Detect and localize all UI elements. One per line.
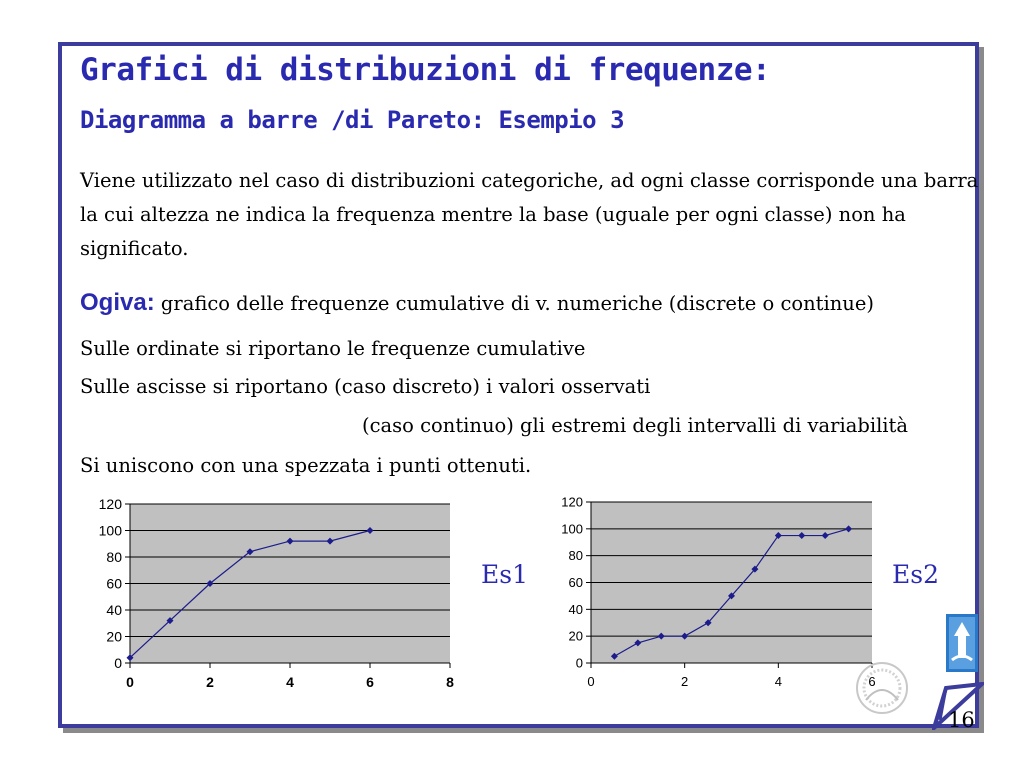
y-tick-label: 60 [568, 575, 583, 591]
x-tick-label: 4 [286, 674, 294, 690]
x-tick-label: 6 [366, 674, 374, 690]
y-tick-label: 120 [98, 495, 122, 512]
x-tick-label: 0 [587, 674, 595, 689]
es1-label: Es1 [481, 560, 528, 589]
y-tick-label: 40 [106, 601, 122, 618]
es2-label: Es2 [892, 560, 939, 589]
ogiva-label: Ogiva: [80, 289, 155, 316]
ogiva-definition: grafico delle frequenze cumulative di v. numeriche (discrete o continue) [154, 292, 874, 315]
intro-paragraph: Viene utilizzato nel caso di distribuzioni categoriche, ad ogni classe corrisponde una barra la cui altezza ne indica la frequenza mentre la base (uguale per ogni classe) non ha significato. [80, 169, 979, 260]
ascisse-line: Sulle ascisse si riportano (caso discreto) i valori osservati [80, 375, 651, 398]
spezzata-line: Si uniscono con una spezzata i punti ottenuti. [80, 454, 532, 477]
y-tick-label: 80 [106, 548, 122, 565]
x-tick-label: 2 [681, 674, 689, 689]
ogive-chart-es1 [78, 490, 478, 710]
seal-icon [854, 660, 908, 716]
page-number: 16 [948, 708, 975, 732]
y-tick-label: 120 [561, 494, 583, 510]
y-tick-label: 0 [575, 655, 583, 671]
y-tick-label: 80 [568, 548, 583, 564]
x-tick-label: 0 [126, 674, 134, 690]
slide-subtitle: Diagramma a barre /di Pareto: Esempio 3 [80, 106, 625, 134]
y-tick-label: 0 [114, 654, 122, 671]
y-tick-label: 100 [561, 521, 583, 537]
ogive-chart-es2 [535, 490, 895, 710]
ordinate-line: Sulle ordinate si riportano le frequenze cumulative [80, 337, 586, 360]
y-tick-label: 40 [568, 601, 583, 617]
y-tick-label: 20 [568, 628, 583, 644]
university-logo-icon [946, 614, 978, 672]
slide-title: Grafici di distribuzioni di frequenze: [80, 52, 771, 88]
x-tick-label: 8 [446, 674, 454, 690]
y-tick-label: 20 [106, 628, 122, 645]
continuo-line: (caso continuo) gli estremi degli intervalli di variabilità [362, 414, 908, 437]
y-tick-label: 60 [106, 575, 122, 592]
ogiva-line [80, 289, 874, 317]
x-tick-label: 4 [774, 674, 782, 689]
x-tick-label: 6 [868, 674, 876, 689]
y-tick-label: 100 [98, 522, 122, 539]
x-tick-label: 2 [206, 674, 214, 690]
